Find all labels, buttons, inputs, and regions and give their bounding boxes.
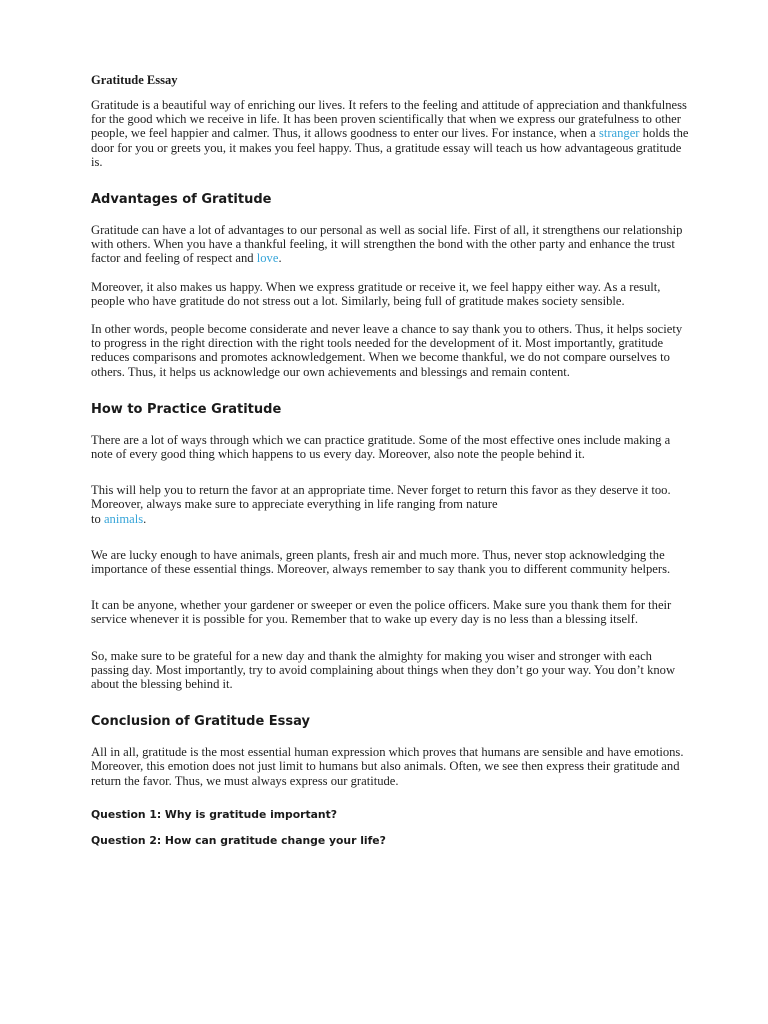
heading-practice: How to Practice Gratitude — [91, 401, 282, 417]
practice-paragraph-2 — [91, 483, 691, 526]
question-2: Question 2: How can gratitude change your life? — [91, 833, 386, 847]
practice-paragraph-4: It can be anyone, whether your gardener or sweeper or even the police officers. Make sure you thank them for their service whenever it is possible for you. Remember that to wake up every day is no less than a blessing itself. — [91, 598, 672, 627]
heading-advantages: Advantages of Gratitude — [91, 192, 272, 208]
practice-paragraph-1: There are a lot of ways through which we can practice gratitude. Some of the most effective ones include making a note of every good thing which happens to us every day. Moreover, also note the people behind it. — [91, 432, 671, 462]
advantages-p1-end: . — [278, 251, 282, 266]
question-1: Question 1: Why is gratitude important? — [91, 807, 338, 821]
advantages-paragraph-3: In other words, people become considerate and never leave a chance to say thank you to others. Thus, it helps society to progress in the right direction with the right tools needed for the development of it. Most importantly, gratitude reduces comparisons and promotes acknowledgement. When we become thankful, we do not compare ourselves to others. Thus, it helps us acknowledge our own achievements and blessings and remain content. — [91, 322, 683, 379]
animals-link[interactable]: animals — [103, 511, 144, 526]
advantages-p1-text: Gratitude can have a lot of advantages to our personal as well as social life. First of all, it strengthens our relationship with others. When you have a thankful feeling, it will strengthen the bond with the other party and enhance the trust factor and feeling of respect and — [91, 223, 683, 266]
document-page — [91, 72, 691, 848]
intro-text-start: Gratitude is a beautiful way of enriching our lives. It refers to the feeling and attitude of appreciation and thankfulness for the good which we receive in life. It has been proven scientifically that when we express our gratefulness to other people, we feel happier and calmer. Thus, it allows goodness to enter our lives. For instance, when a — [91, 98, 687, 141]
practice-paragraph-5: So, make sure to be grateful for a new day and thank the almighty for making you wiser and stronger with each passing day. Most importantly, try to avoid complaining about things when they don’t go your way. You don’t know about the blessing behind it. — [91, 648, 676, 692]
practice-p2-end: . — [143, 511, 147, 526]
document-title: Gratitude Essay — [91, 73, 178, 87]
stranger-link[interactable]: stranger — [598, 126, 640, 141]
intro-paragraph — [91, 98, 691, 169]
advantages-paragraph-2: Moreover, it also makes us happy. When we express gratitude or receive it, we feel happy either way. As a result, people who have gratitude do not stress out a lot. Similarly, being full of gratitude makes society sensible. — [91, 279, 661, 308]
love-link[interactable]: love — [256, 251, 279, 266]
intro-text-end: holds the door for you or greets you, it makes you feel happy. Thus, a gratitude essay will teach us how advantageous gratitude is. — [91, 126, 689, 169]
practice-p2-text: This will help you to return the favor at an appropriate time. Never forget to return this favor as they deserve it too. Moreover, always make sure to appreciate everything in life ranging from nature — [91, 483, 671, 512]
practice-paragraph-3: We are lucky enough to have animals, green plants, fresh air and much more. Thus, never stop acknowledging the importance of these essential things. Moreover, always remember to say thank you to different community helpers. — [91, 547, 671, 577]
advantages-paragraph-1 — [91, 223, 691, 266]
heading-conclusion: Conclusion of Gratitude Essay — [91, 714, 311, 730]
conclusion-paragraph: All in all, gratitude is the most essential human expression which proves that humans are sensible and have emotions. Moreover, this emotion does not just limit to humans but also animals. Often, we see then express their gratitude and return the favor. Thus, we must always express our gratitude. — [91, 745, 684, 788]
practice-p2-to: to — [91, 511, 104, 526]
